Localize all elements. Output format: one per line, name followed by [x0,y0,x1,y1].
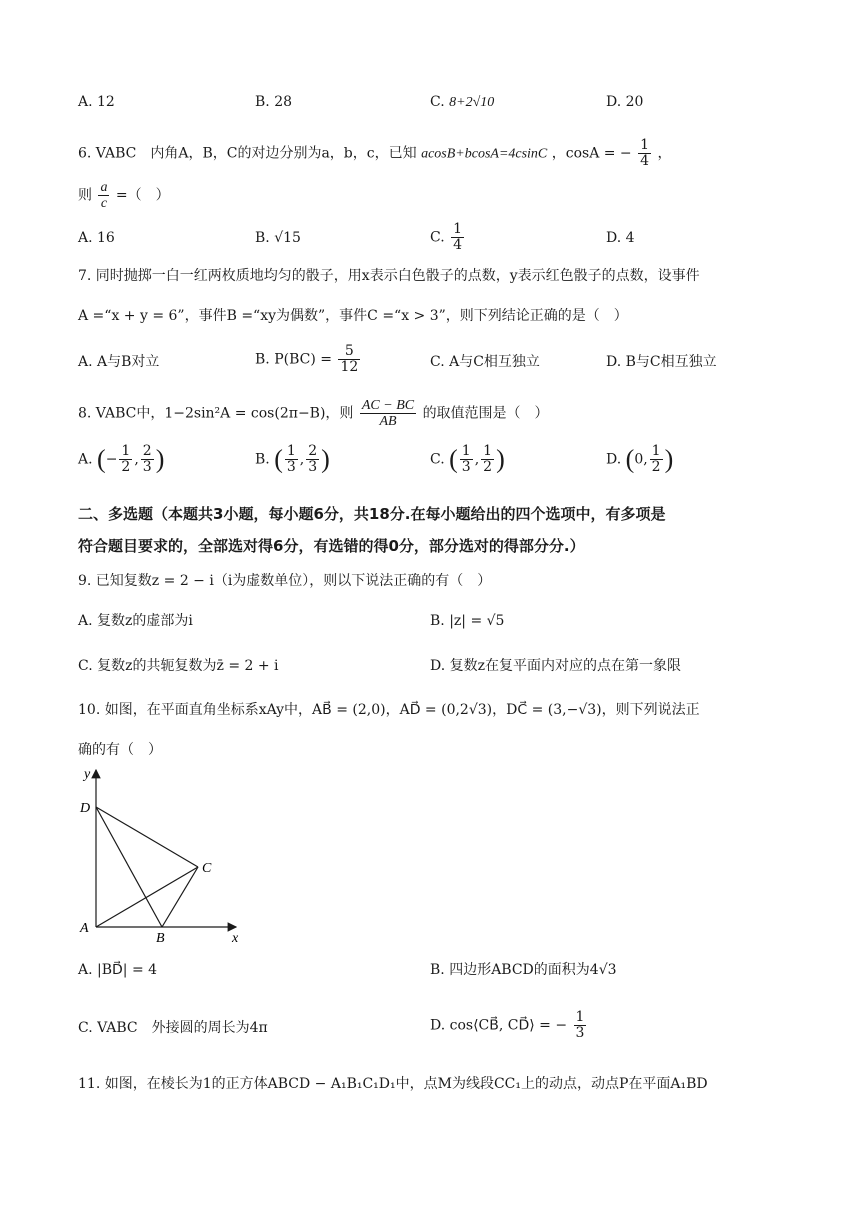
segment-db [96,807,162,927]
q10-stem-line2: 确的有（ ） [78,742,162,758]
q6-stem [78,138,672,169]
q10-option-d-prefix: D. cos⟨CB⃗, CD⃗⟩ = − [430,1017,568,1034]
q10-option-d-fraction [574,1010,587,1041]
q6-stem-prefix: 6. VABC 内角A，B，C的对边分别为a，b，c，已知 [78,145,417,162]
q8-option-a-sign: − [105,451,118,468]
q8-b-n1: 1 [286,443,296,459]
section2-heading-line2: 符合题目要求的，全部选对得6分，有选错的得0分，部分选对的得部分分.） [78,537,585,555]
segment-bc [162,867,198,927]
q8-option-c-frac2 [481,444,494,475]
q8-d-n2: 1 [651,443,661,459]
q6-cos-den: 4 [640,153,650,169]
q7-option-d: D. B与C相互独立 [606,354,717,370]
label-b: B [156,931,165,946]
q8-c-n2: 1 [483,443,493,459]
q8-option-b-label: B. [255,451,270,468]
q8-a-n2: 2 [142,443,152,459]
q6-line2-suffix: =（ ） [115,187,170,204]
q7-option-c: C. A与C相互独立 [430,354,540,370]
q6-stem-end: ， [657,145,672,162]
label-a: A [80,921,89,936]
q8-option-b-frac2 [306,444,319,475]
segment-ac [96,867,198,927]
q5-option-d: D. 20 [606,94,644,110]
q7-option-a: A. A与B对立 [78,354,160,370]
q5-option-c-label: C. [430,94,445,110]
q10-figure-diagram [76,762,256,952]
q8-option-c-lparen: ( [449,444,458,474]
q8-b-d1: 3 [286,459,296,475]
q8-stem [78,398,549,429]
q8-a-n1: 1 [121,443,131,459]
q9-option-a: A. 复数z的虚部为i [78,613,193,629]
q8-c-d2: 2 [483,459,493,475]
segment-dc [96,807,198,867]
q5-option-b: B. 28 [255,94,293,110]
q9-option-c: C. 复数z的共轭复数为z̄ = 2 + i [78,658,279,674]
q8-option-b-rparen: ) [321,444,330,474]
q8-option-d [606,444,673,475]
q6-cos-num: 1 [640,137,650,153]
q8-option-d-lparen: ( [625,444,635,474]
q8-d-d2: 2 [651,459,661,475]
q8-option-d-frac2 [650,444,663,475]
q8-option-b-lparen: ( [274,444,283,474]
q7-option-b-prefix: B. P(BC) = [255,351,332,368]
q8-option-a: A. (− $\frac{1}{2}$ , $\frac{2}{3}$ ) [78,443,165,475]
label-d: D [80,801,91,816]
q6-line2-prefix: 则 [78,187,92,204]
q6-option-d: D. 4 [606,230,635,246]
q9-option-d: D. 复数z在复平面内对应的点在第一象限 [430,658,682,674]
q8-option-c: C. ( $\frac{1}{3}$ , $\frac{1}{2}$ ) [430,443,505,475]
q7-option-b-num: 5 [338,344,360,360]
q8-option-a-label: A. [78,451,93,468]
q6-option-a: A. 16 [78,230,115,246]
q5-option-a: A. 12 [78,94,115,110]
q8-stem-suffix: 的取值范围是（ ） [422,405,549,422]
q7-option-b-fraction [338,344,360,375]
label-y: y [84,767,91,782]
q8-frac-den: AB [379,414,397,429]
q9-stem: 9. 已知复数z = 2 − i（i为虚数单位），则以下说法正确的有（ ） [78,573,492,589]
q7-stem-line2: A =“x + y = 6”，事件B =“xy为偶数”，事件C =“x > 3”，则下列结论正确的是（ ） [78,308,628,324]
q10-option-b: B. 四边形ABCD的面积为4√3 [430,962,617,978]
q8-option-c-frac1 [460,444,473,475]
q6-option-c-label: C. [430,229,445,246]
q9-option-b: B. |z| = √5 [430,613,505,629]
q8-option-b-frac1 [285,444,298,475]
q8-option-a-lparen: ( [97,444,106,474]
q10-option-d-den: 3 [575,1025,585,1041]
q10-option-d-num: 1 [575,1009,585,1025]
label-c: C [202,861,212,876]
q8-a-d2: 3 [142,459,152,475]
q8-frac-num: AC − BC [361,398,415,413]
q8-option-d-first: 0, [634,451,648,468]
q7-option-b-den: 12 [340,359,359,375]
q8-option-d-label: D. [606,451,622,468]
q6-option-b: B. √15 [255,230,301,246]
q8-option-c-label: C. [430,451,445,468]
q7-stem-line1: 7. 同时抛掷一白一红两枚质地均匀的骰子，用x表示白色骰子的点数，y表示红色骰子的点数，设事件 [78,268,700,284]
q10-option-c: C. VABC 外接圆的周长为4π [78,1020,268,1036]
q6-option-c [430,222,466,253]
q5-option-c [430,92,494,113]
q6-ratio-num: a [100,180,108,195]
q6-option-c-fraction [451,222,464,253]
q8-option-a-rparen: ) [155,444,165,474]
q10-option-a: A. |BD⃗| = 4 [78,962,158,978]
q8-option-a-frac1 [119,444,132,475]
q8-stem-fraction [360,398,416,429]
q8-b-n2: 2 [308,443,318,459]
q6-stem-mid: ，cosA = − [551,145,632,162]
q6-ratio-fraction [98,180,109,211]
q8-option-d-rparen: ) [664,444,674,474]
q8-option-a-frac2 [141,444,154,475]
q8-c-d1: 3 [461,459,471,475]
q8-option-c-rparen: ) [496,444,505,474]
q6-option-c-den: 4 [453,237,463,253]
label-x: x [232,931,239,946]
q6-ratio-den: c [100,196,108,211]
q8-a-d1: 2 [121,459,131,475]
q6-stem-formula: acosB+bcosA=4csinC [421,146,548,162]
q8-b-d2: 3 [308,459,318,475]
section2-heading-line1: 二、多选题（本题共3小题，每小题6分，共18分.在每小题给出的四个选项中，有多项是 [78,505,666,523]
q5-option-c-value: 8+2√10 [449,95,495,110]
q10-stem-line1: 10. 如图，在平面直角坐标系xAy中，AB⃗ = (2,0)，AD⃗ = (0,2√3)，DC⃗ = (3,−√3)，则下列说法正 [78,702,700,718]
q8-c-n1: 1 [461,443,471,459]
q8-stem-prefix: 8. VABC中，1−2sin²A = cos(2π−B)，则 [78,405,354,422]
q10-option-d [430,1010,588,1041]
q11-stem-line1: 11. 如图，在棱长为1的正方体ABCD − A₁B₁C₁D₁中，点M为线段CC₁上的动点，动点P在平面A₁BD [78,1076,708,1092]
q6-option-c-num: 1 [453,221,463,237]
q6-stem-line2 [78,180,170,211]
q6-cos-fraction [638,138,651,169]
q7-option-b [255,344,362,375]
q8-option-b: B. ( $\frac{1}{3}$ , $\frac{2}{3}$ ) [255,443,330,475]
